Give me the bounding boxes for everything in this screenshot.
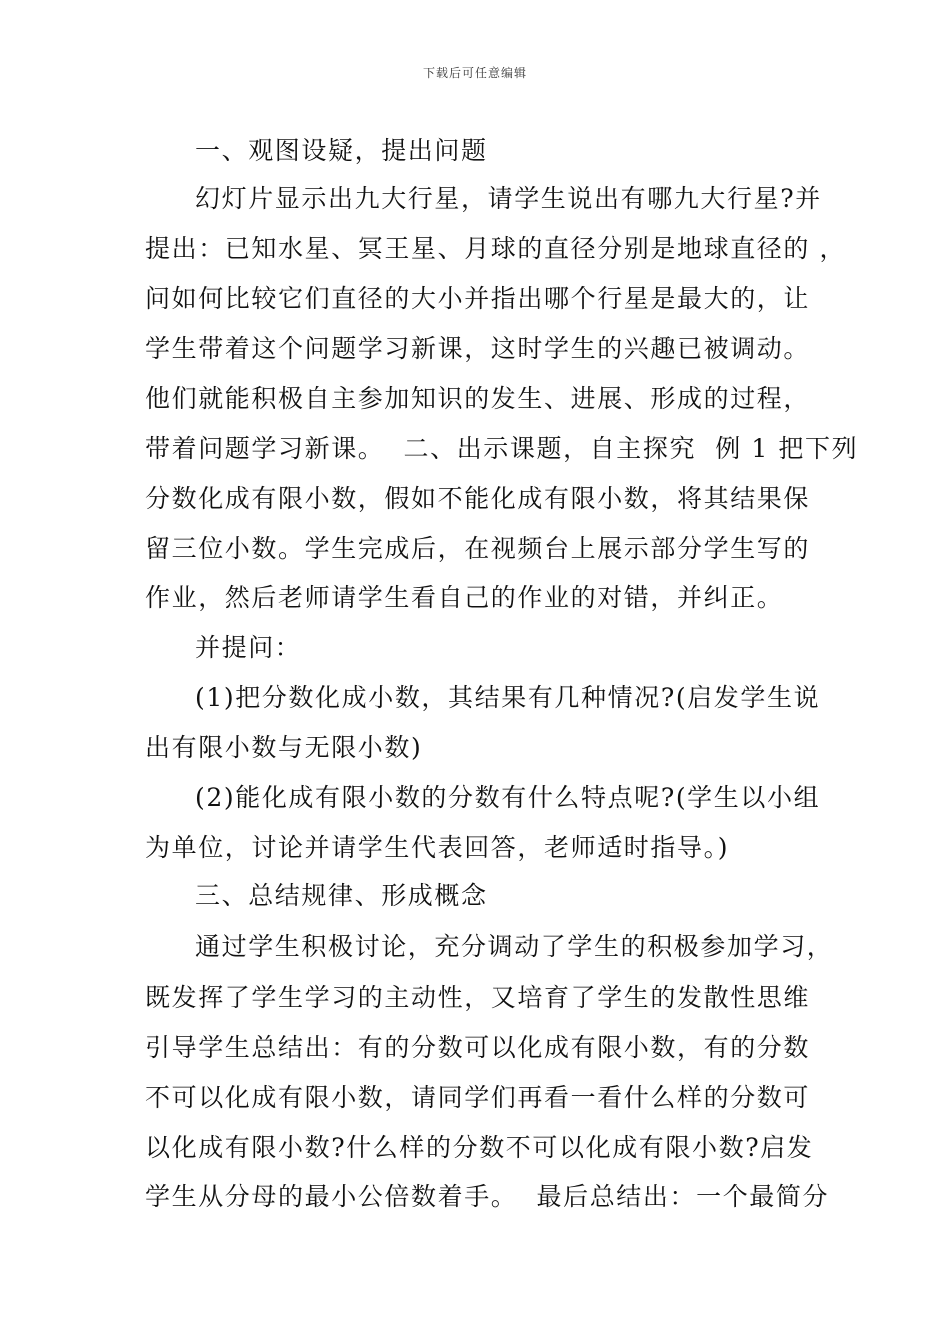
paragraph-line: 为单位，讨论并请学生代表回答，老师适时指导。) [145,833,730,862]
paragraph-line: 留三位小数。学生完成后，在视频台上展示部分学生写的 [145,534,811,563]
question-2: (2)能化成有限小数的分数有什么特点呢?(学生以小组 [195,783,821,812]
paragraph-line: 不可以化成有限小数，请同学们再看一看什么样的分数可 [145,1083,811,1112]
question-1: (1)把分数化成小数，其结果有几种情况?(启发学生说 [195,683,821,712]
paragraph-line: 并提问： [195,633,302,662]
paragraph-line: 问如何比较它们直径的大小并指出哪个行星是最大的，让 [145,284,811,313]
section-heading-3: 三、总结规律、形成概念 [195,881,488,910]
paragraph-line: 提出：已知水星、冥王星、月球的直径分别是地球直径的 ， [145,234,847,263]
paragraph-line: 引导学生总结出：有的分数可以化成有限小数，有的分数 [145,1033,811,1062]
paragraph-line: 分数化成有限小数，假如不能化成有限小数，将其结果保 [145,484,811,513]
paragraph-line: 作业，然后老师请学生看自己的作业的对错，并纠正。 [145,583,784,612]
paragraph-line: 以化成有限小数?什么样的分数不可以化成有限小数?启发 [145,1133,814,1162]
section-heading-1: 一、观图设疑，提出问题 [195,136,488,165]
paragraph-line: 既发挥了学生学习的主动性，又培育了学生的发散性思维 [145,983,811,1012]
paragraph-line: 通过学生积极讨论，充分调动了学生的积极参加学习， [195,932,834,961]
paragraph-line: 带着问题学习新课。 二、出示课题，自主探究 例 1 把下列 [145,434,859,463]
paragraph-line: 他们就能积极自主参加知识的发生、进展、形成的过程， [145,384,811,413]
paragraph-line: 学生带着这个问题学习新课，这时学生的兴趣已被调动。 [145,334,811,363]
paragraph-line: 幻灯片显示出九大行星，请学生说出有哪九大行星?并 [195,184,822,213]
paragraph-line: 学生从分母的最小公倍数着手。 最后总结出：一个最简分 [145,1182,830,1211]
paragraph-line: 出有限小数与无限小数) [145,733,423,762]
page-header: 下载后可任意编辑 [422,66,527,80]
